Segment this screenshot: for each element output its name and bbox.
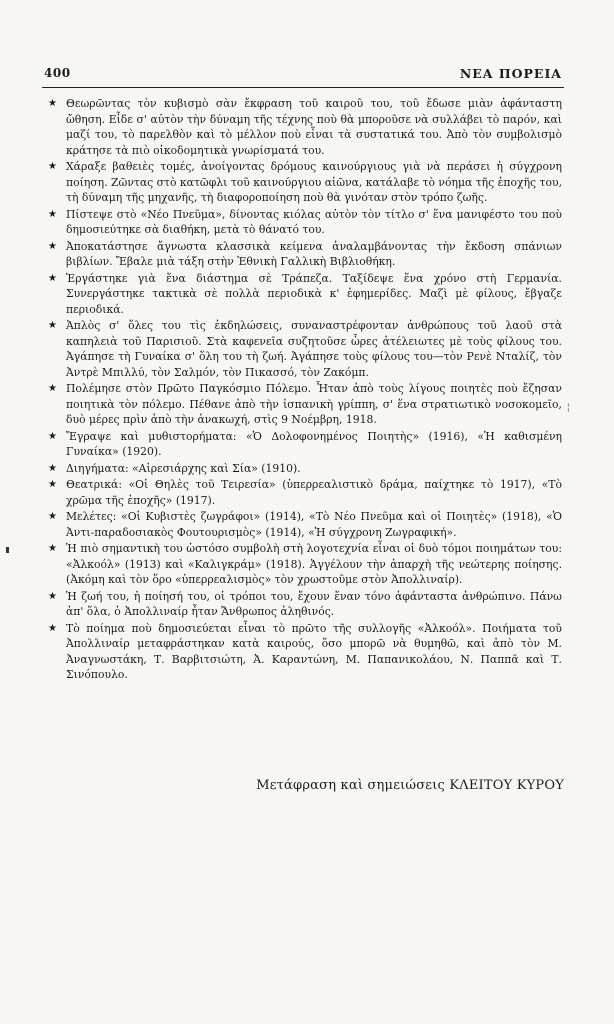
star-bullet-icon: ★ (48, 462, 57, 474)
margin-ink-spot (6, 547, 9, 553)
note-text: Ἔγραψε καὶ μυθιστορήματα: «Ὁ Δολοφονημένος Ποιητὴς» (1916), «Ἡ καθισμένη Γυναίκα» (1920). (66, 429, 562, 458)
note-text: Θεατρικά: «Οἱ Θηλὲς τοῦ Τειρεσία» (ὑπερρεαλιστικὸ δράμα, παίχτηκε τὸ 1917), «Τὸ χρῶμα τῆς ἐποχῆς» (1917). (66, 478, 562, 507)
note-item (48, 589, 562, 620)
star-bullet-icon: ★ (48, 590, 57, 602)
page-number: 400 (44, 66, 71, 80)
star-bullet-icon: ★ (48, 320, 57, 331)
star-bullet-icon: ★ (48, 272, 57, 284)
note-text: Πίστεψε στὸ «Νέο Πνεῦμα», δίνοντας κιόλας αὐτὸν τὸν τίτλο σ' ἕνα μανιφέστο του ποὺ δημοσιεύτηκε σὰ διαθήκη, μετὰ τὸ θάνατό του. (66, 207, 562, 236)
note-text: Ἀποκατάστησε ἄγνωστα κλασσικὰ κείμενα ἀναλαμβάνοντας τὴν ἔκδοση σπάνιων βιβλίων. Ἔβαλε μιὰ τάξη στὴν Ἐθνικὴ Γαλλικὴ Βιβλιοθήκη. (66, 239, 562, 268)
star-bullet-icon: ★ (48, 161, 57, 172)
note-text: Θεωρῶντας τὸν κυβισμὸ σὰν ἔκφραση τοῦ καιροῦ του, τοῦ ἔδωσε μιὰν ἀφάνταστη ὤθηση. Εἶδε σ' αὐτὸν τὴν δύναμη τῆς τέχνης ποὺ θὰ μποροῦσε νὰ συλλάβει τὸ παρόν, καὶ μαζί του, τὸ παρελθὸν καὶ τὸ μέλλον ποὺ εἶναι τὰ συστατικά του. Ἀπὸ τὸν συμβολισμὸ κράτησε τὰ πιὸ οἰκοδομητικὰ γνωρίσματά του. (66, 97, 562, 157)
note-item (48, 239, 562, 270)
note-item (48, 541, 562, 588)
note-item (48, 477, 562, 508)
star-bullet-icon: ★ (48, 622, 57, 634)
star-bullet-icon: ★ (48, 383, 57, 394)
note-item (48, 207, 562, 238)
note-item (48, 621, 562, 683)
note-text: Ἡ πιὸ σημαντικὴ του ὡστόσο συμβολὴ στὴ λογοτεχνία εἶναι οἱ δυὸ τόμοι ποιημάτων του: «Ἀλκοόλ» (1913) καὶ «Καλιγκράμ» (1918). Ἀγγέλουν τὴν ἀπαρχὴ τῆς νεώτερης ποίησης. (Ἀκόμη καὶ τὸν ὅρο «ὑπερρεαλισμὸς» τὸν χρωστοῦμε στὸν Ἀπολλιναίρ). (66, 542, 562, 586)
note-text: Ἐργάστηκε γιὰ ἕνα διάστημα σὲ Τράπεζα. Ταξίδεψε ἕνα χρόνο στὴ Γερμανία. Συνεργάστηκε τακτικὰ σὲ πολλὰ περιοδικὰ κ' ἐφημερίδες. Μαζὶ μὲ φίλους, ἔβγαζε περιοδικά. (66, 271, 562, 316)
note-text: Ἡ ζωή του, ἡ ποίησή του, οἱ τρόποι του, ἔχουν ἕναν τόνο ἀφάνταστα ἀνθρώπινο. Πάνω ἀπ' ὅλα, ὁ Ἀπολλιναίρ ἦταν Ἄνθρωπος ἀληθινός. (66, 589, 562, 618)
star-bullet-icon: ★ (48, 98, 57, 109)
star-bullet-icon: ★ (48, 543, 57, 554)
margin-mark: ¦ (566, 402, 570, 413)
note-item (48, 159, 562, 206)
journal-title: ΝΕΑ ΠΟΡΕΙΑ (459, 66, 562, 81)
note-text: Χάραξε βαθειὲς τομές, ἀνοίγοντας δρόμους καινούργιους γιὰ νὰ περάσει ἡ σύγχρονη ποίηση. Ζῶντας στὸ κατῶφλι τοῦ καινούργιου αἰῶνα, κατάλαβε τὸ νόημα τῆς ἐποχῆς του, τὴ δύναμη τῆς μηχανῆς, τὴ διαφοροποίηση ποὺ θὰ γινόταν στὸν τρόπο ζωῆς. (66, 160, 562, 204)
note-text: Διηγήματα: «Αἱρεσιάρχης καὶ Σία» (1910). (66, 461, 301, 475)
note-item (48, 318, 562, 380)
note-item (48, 381, 562, 428)
note-item (48, 461, 562, 477)
note-item (48, 509, 562, 540)
notes-list (48, 96, 562, 684)
star-bullet-icon: ★ (48, 511, 57, 522)
translator-signature: Μετάφραση καὶ σημειώσεις ΚΛΕΙΤΟΥ ΚΥΡΟΥ (256, 778, 564, 793)
star-bullet-icon: ★ (48, 208, 57, 220)
note-item (48, 271, 562, 318)
header-rule (42, 87, 564, 88)
star-bullet-icon: ★ (48, 479, 57, 490)
note-text: Τὸ ποίημα ποὺ δημοσιεύεται εἶναι τὸ πρῶτο τῆς συλλογῆς «Ἀλκοόλ». Ποιήματα τοῦ Ἀπολλιναίρ μεταφράστηκαν κατὰ καιρούς, ὅσο μπορῶ νὰ θυμηθῶ, καὶ ἀπὸ τὸν Μ. Ἀναγνωστάκη, Τ. Βαρβιτσιώτη, Ἀ. Καραντώνη, Μ. Παπανικολάου, Ν. Παππᾶ καὶ Τ. Σινόπουλο. (66, 621, 562, 681)
star-bullet-icon: ★ (48, 430, 57, 442)
note-item (48, 96, 562, 158)
note-text: Πολέμησε στὸν Πρῶτο Παγκόσμιο Πόλεμο. Ἦταν ἀπὸ τοὺς λίγους ποιητὲς ποὺ ἔζησαν ποιητικὰ τὸν πόλεμο. Πέθανε ἀπὸ τὴν ἱσπανικὴ γρίππη, σ' ἕνα στρατιωτικὸ νοσοκομεῖο, δυὸ μέρες πρὶν ἀπὸ τὴν ἀνακωχή, στὶς 9 Νοέμβρη, 1918. (66, 382, 562, 426)
note-text: Ἁπλὸς σ' ὅλες του τὶς ἐκδηλώσεις, συναναστρέφονταν ἀνθρώπους τοῦ λαοῦ στὰ καπηλειὰ τοῦ Παρισιοῦ. Στὰ καφενεῖα συζητοῦσε ὧρες ἀτέλειωτες μὲ τοὺς φίλους του. Ἀγάπησε τὴ Γυναίκα σ' ὅλη του τὴ ζωή. Ἀγάπησε τοὺς φίλους του—τὸν Ρενὲ Νταλίζ, τὸν Ἀντρὲ Μπιλλύ, τὸν Σαλμόν, τὸν Πικασσό, τὸν Ζακόμπ. (66, 319, 562, 379)
star-bullet-icon: ★ (48, 240, 57, 252)
note-item (48, 429, 562, 460)
note-text: Μελέτες: «Οἱ Κυβιστὲς ζωγράφοι» (1914), «Τὸ Νέο Πνεῦμα καὶ οἱ Ποιητὲς» (1918), «Ὁ Ἀντι-παραδοσιακὸς Φουτουρισμὸς» (1914), «Ἡ σύγχρονη Ζωγραφική». (66, 510, 562, 539)
